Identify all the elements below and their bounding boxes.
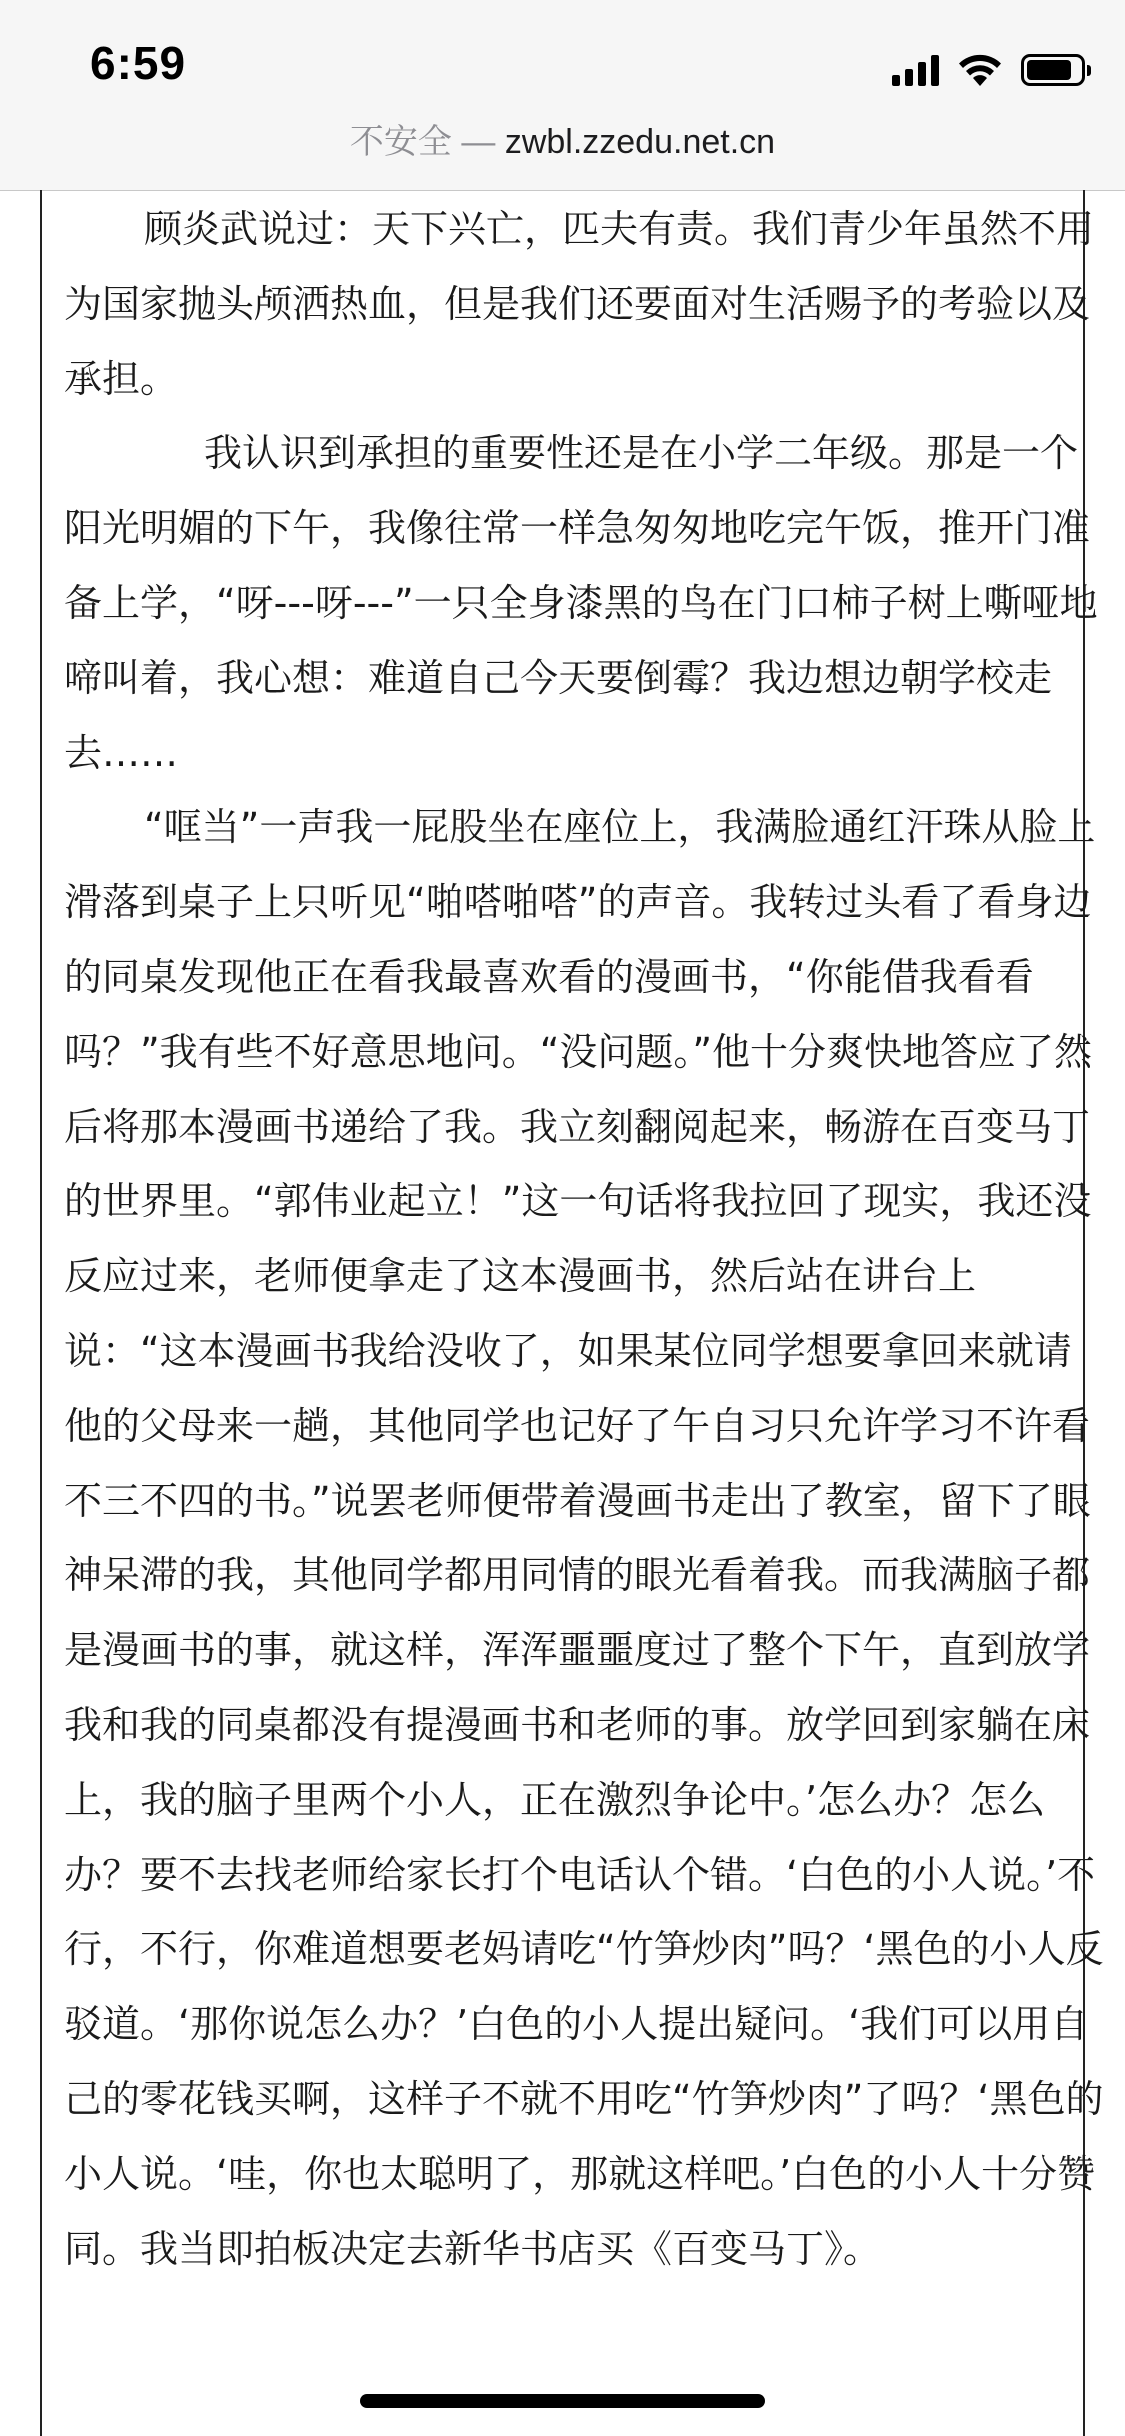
battery-icon — [1021, 54, 1085, 86]
security-warning-label: 不安全 — — [349, 123, 505, 161]
address-bar[interactable] — [0, 120, 1125, 190]
status-time: 6:59 — [90, 37, 187, 89]
status-bar — [0, 0, 1125, 120]
cellular-signal-icon — [892, 54, 939, 86]
article-paragraph: 我认识到承担的重要性还是在小学二年级。那是一个阳光明媚的下午，我像往常一样急匆匆地吃完午饭，推开门准备上学，“呀---呀---”一只全身漆黑的鸟在门口柿子树上嘶哑地啼叫着，我心想：难道自己今天要倒霉？我边想边朝学校走去…… — [64, 431, 1098, 775]
home-indicator[interactable] — [360, 2394, 765, 2408]
wifi-icon — [957, 53, 1003, 87]
article-body — [64, 192, 1104, 2286]
url-domain: zwbl.zzedu.net.cn — [504, 123, 776, 161]
article-paragraph: 顾炎武说过：天下兴亡，匹夫有责。我们青少年虽然不用为国家抛头颅洒热血，但是我们还要面对生活赐予的考验以及承担。 — [64, 207, 1095, 401]
status-icons — [892, 50, 1085, 90]
article-paragraph: “哐当”一声我一屁股坐在座位上，我满脸通红汗珠从脸上滑落到桌子上只听见“啪嗒啪嗒”的声音。我转过头看了看身边的同桌发现他正在看我最喜欢看的漫画书，“你能借我看看吗？”我有些不好意思地问。“没问题。”他十分爽快地答应了然后将那本漫画书递给了我。我立刻翻阅起来，畅游在百变马丁的世界里。“郭伟业起立！”这一句话将我拉回了现实，我还没反应过来，老师便拿走了这本漫画书，然后站在讲台上说：“这本漫画书我给没收了，如果某位同学想要拿回来就请他的父母来一趟，其他同学也记好了午自习只允许学习不许看不三不四的书。”说罢老师便带着漫画书走出了教室，留下了眼神呆滞的我，其他同学都用同情的眼光看着我。而我满脑子都是漫画书的事，就这样，浑浑噩噩度过了整个下午，直到放学我和我的同桌都没有提漫画书和老师的事。放学回到家躺在床上，我的脑子里两个小人，正在激烈争论中。’怎么办？怎么办？要不去找老师给家长打个电话认个错。‘白色的小人说。’不行，不行，你难道想要老妈请吃“竹笋炒肉”吗？‘黑色的小人反驳道。‘那你说怎么办？’白色的小人提出疑问。‘我们可以用自己的零花钱买啊，这样子不就不用吃“竹笋炒肉”了吗？‘黑色的小人说。‘哇，你也太聪明了，那就这样吧。’白色的小人十分赞同。我当即拍板决定去新华书店买《百变马丁》。 — [64, 805, 1104, 2271]
